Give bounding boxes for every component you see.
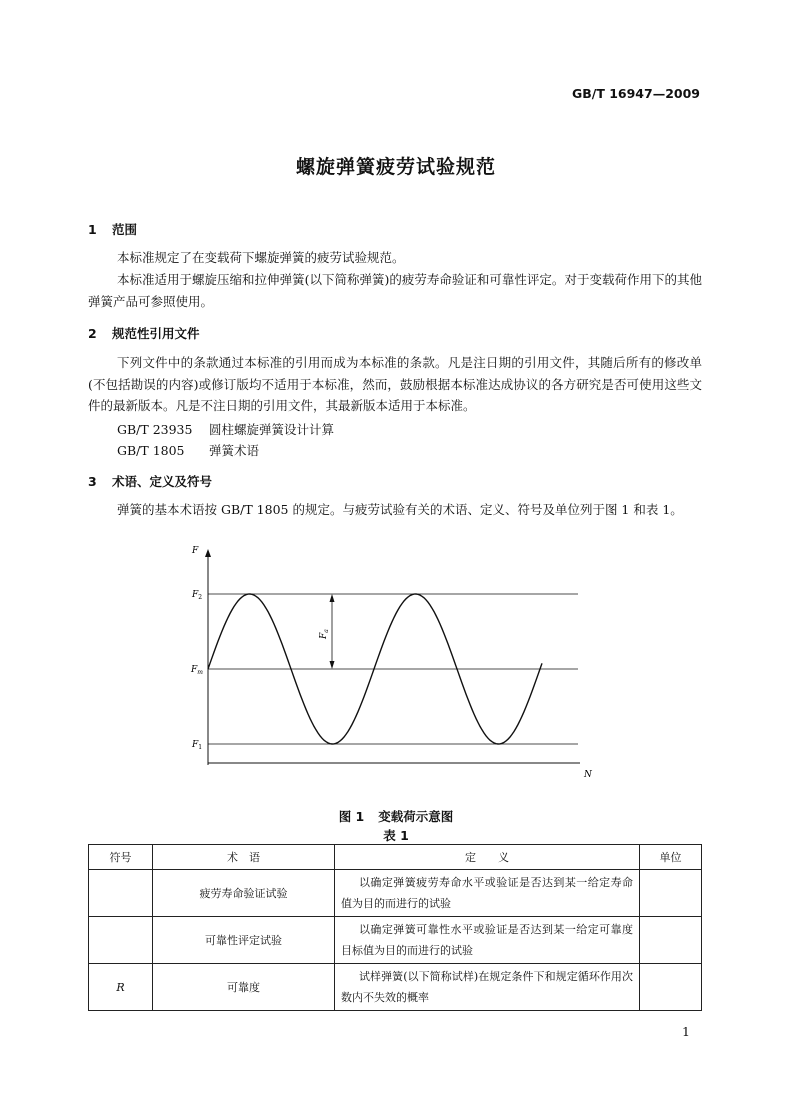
arrow-down-icon [330, 661, 335, 669]
section-heading-normative-references [88, 324, 200, 342]
section-number: 2 [88, 326, 97, 341]
cell-symbol: R [89, 964, 153, 1011]
header-definition: 定 义 [335, 845, 640, 870]
reference-code: GB/T 1805 [117, 443, 185, 458]
cell-term: 可靠性评定试验 [153, 917, 335, 964]
amplitude-label: $F_a$ [319, 629, 330, 639]
cell-term: 疲劳寿命验证试验 [153, 870, 335, 917]
cell-definition: 试样弹簧(以下简称试样)在规定条件下和规定循环作用次数内不失效的概率 [335, 964, 640, 1011]
cell-definition: 以确定弹簧疲劳寿命水平或验证是否达到某一给定寿命值为目的而进行的试验 [335, 870, 640, 917]
reference-item [117, 441, 259, 459]
header-term: 术 语 [153, 845, 335, 870]
cell-term: 可靠度 [153, 964, 335, 1011]
reference-name: 弹簧术语 [209, 443, 260, 458]
y-axis-label: F [192, 546, 199, 556]
paragraph: 本标准规定了在变载荷下螺旋弹簧的疲劳试验规范。 [117, 250, 405, 265]
standard-id: GB/T 16947—2009 [571, 86, 700, 101]
cell-unit [640, 964, 702, 1011]
paragraph: 下列文件中的条款通过本标准的引用而成为本标准的条款。凡是注日期的引用文件，其随后所有的修改单(不包括勘误的内容)或修订版均不适用于本标准，然而，鼓励根据本标准达成协议的各方研究是否可使用这些文件的最新版本。凡是不注日期的引用文件，其最新版本适用于本标准。 [88, 355, 702, 413]
table-row [89, 870, 702, 917]
header-unit: 单位 [640, 845, 702, 870]
reference-code: GB/T 23935 [117, 422, 193, 437]
table-row [89, 917, 702, 964]
figure-caption: 图 1 变载荷示意图 [338, 809, 454, 824]
terms-table [88, 844, 702, 1011]
arrow-up-icon [330, 594, 335, 602]
x-axis-label: N [584, 770, 592, 780]
page-number: 1 [682, 1024, 690, 1039]
section-heading-scope [88, 220, 137, 238]
section-number: 3 [88, 474, 97, 489]
header-symbol: 符号 [89, 845, 153, 870]
y-axis-arrow-icon [205, 549, 211, 557]
paragraph: 弹簧的基本术语按 GB/T 1805 的规定。与疲劳试验有关的术语、定义、符号及单位列于图 1 和表 1。 [117, 502, 683, 517]
section-title: 术语、定义及符号 [112, 474, 213, 489]
variable-load-diagram [180, 545, 600, 795]
section-title: 规范性引用文件 [112, 326, 200, 341]
section-heading-terms [88, 472, 212, 490]
cell-symbol [89, 917, 153, 964]
reference-name: 圆柱螺旋弹簧设计计算 [209, 422, 335, 437]
cell-unit [640, 917, 702, 964]
table-header-row [89, 845, 702, 870]
lower-load-label: $F_1$ [192, 740, 203, 751]
section-title: 范围 [112, 222, 138, 237]
cell-unit [640, 870, 702, 917]
mean-load-label: $F_m$ [191, 665, 203, 676]
table-caption: 表 1 [383, 828, 409, 843]
upper-load-label: $F_2$ [192, 590, 203, 601]
section-number: 1 [88, 222, 97, 237]
cell-symbol [89, 870, 153, 917]
document-title: 螺旋弹簧疲劳试验规范 [295, 156, 496, 178]
table-row [89, 964, 702, 1011]
cell-definition: 以确定弹簧可靠性水平或验证是否达到某一给定可靠度目标值为目的而进行的试验 [335, 917, 640, 964]
paragraph: 本标准适用于螺旋压缩和拉伸弹簧(以下简称弹簧)的疲劳寿命验证和可靠性评定。对于变载荷作用下的其他弹簧产品可参照使用。 [88, 272, 702, 309]
reference-item [117, 420, 334, 438]
